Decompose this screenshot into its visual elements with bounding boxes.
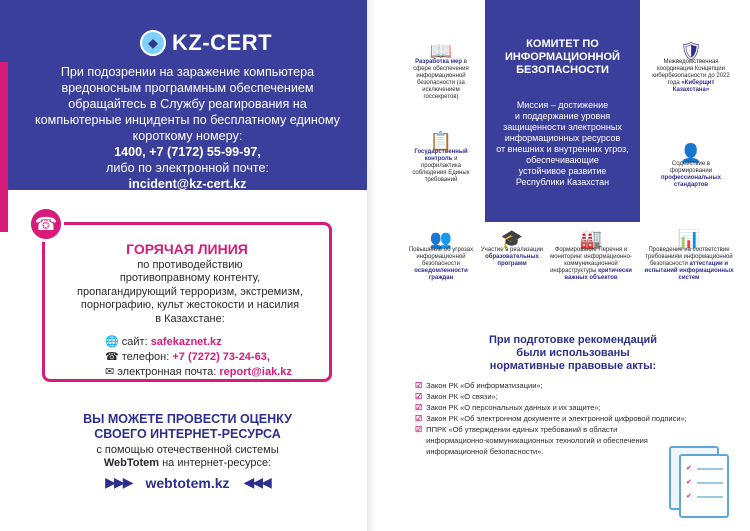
acts-title-line: При подготовке рекомендаций	[489, 334, 657, 346]
card-cybershield	[652, 41, 730, 94]
shield-badge-icon: 🛡	[679, 41, 703, 61]
card-education	[479, 229, 545, 268]
card-bold: Разработка мер	[415, 59, 463, 65]
card-bold: осведомленности граждан	[414, 268, 468, 281]
assess-desc-line: с помощью отечественной системы	[96, 444, 279, 456]
hotline-desc-line: противоправному контенту,	[119, 272, 261, 285]
globe-icon: 🌐	[105, 336, 119, 348]
report-line: обращайтесь в Службу реагирования на	[68, 97, 307, 111]
book-icon: 📖	[429, 41, 453, 61]
email-label: электронная почта:	[117, 366, 217, 378]
acts-title	[463, 334, 683, 373]
kz-cert-logo	[140, 30, 272, 56]
check-icon: ✔	[686, 465, 692, 472]
card-text: в сфере обеспечения информационной безопасности (за исключением госсекретов)	[413, 59, 469, 100]
hotline-contacts	[105, 335, 292, 380]
checkbox-icon: ☑	[415, 425, 423, 434]
report-text	[20, 64, 355, 192]
site-link[interactable]: safekaznet.kz	[150, 336, 222, 348]
act-text: Закон РК «Об электронном документе и электронной цифровой подписи»;	[426, 414, 687, 423]
list-item	[415, 402, 715, 413]
committee-title-line: КОМИТЕТ ПО	[526, 38, 599, 50]
card-bold: Государственный контроль	[414, 149, 468, 162]
mission-line: устойчивое развитие	[518, 166, 607, 176]
list-item	[415, 391, 715, 402]
check-icon: ✔	[686, 479, 692, 486]
card-text: и профилактика соблюдения Единых требований	[412, 156, 470, 183]
mission-line: Республики Казахстан	[515, 177, 610, 187]
check-icon: ✔	[686, 493, 692, 500]
acts-title-line: нормативные правовые акты:	[489, 360, 657, 372]
report-email[interactable]: incident@kz-cert.kz	[128, 177, 247, 191]
committee-title	[485, 38, 640, 77]
mission-line: обеспечивающие	[526, 155, 599, 165]
card-awareness	[405, 229, 477, 282]
doc-line	[697, 482, 723, 484]
assess-title	[20, 412, 355, 442]
webtotem-link[interactable]: webtotem.kz	[145, 474, 230, 491]
report-line: короткому номеру:	[132, 129, 243, 143]
phone-icon: ☎	[105, 351, 119, 363]
email-link[interactable]: report@iak.kz	[219, 366, 292, 378]
mission-line: Миссия – достижение	[516, 100, 609, 110]
assess-desc-line	[20, 457, 355, 470]
mail-icon: ✉	[105, 366, 115, 378]
list-item	[415, 424, 675, 457]
mission-line: информационных ресурсов	[504, 133, 621, 143]
webtotem-row	[0, 474, 375, 491]
shield-icon: ◆	[140, 30, 166, 56]
card-text: Формирование Перечня и мониторинг информационно-коммуникационной инфраструктуры	[550, 247, 632, 274]
card-text: Содействие в формировании	[669, 161, 713, 174]
site-label: сайт:	[121, 336, 148, 348]
mission-line: и поддержание уровня	[514, 111, 611, 121]
act-text: Закон РК «Об информатизации»;	[426, 381, 543, 390]
card-measures	[410, 41, 472, 101]
assess-title-line: СВОЕГО ИНТЕРНЕТ-РЕСУРСА	[94, 427, 281, 441]
act-text: ППРК «Об утверждении единых требований в области информационно-коммуникационных технологий и обеспечения информационной безопасности».	[426, 425, 648, 456]
person-icon: 👤	[679, 143, 703, 163]
list-item	[415, 413, 715, 424]
card-bold: аттестации и испытаний информационных систем	[644, 261, 734, 281]
card-certification	[643, 229, 735, 282]
mission-text	[493, 100, 632, 188]
hotline-desc-line: пропагандирующий терроризм, экстремизм,	[77, 285, 303, 298]
hotline-desc-line: по противодействию	[137, 259, 243, 271]
act-text: Закон РК «О связи»;	[426, 392, 498, 401]
report-line: либо по электронной почте:	[105, 161, 270, 175]
acts-title-line: были использованы	[516, 347, 630, 359]
committee-title-line: БЕЗОПАСНОСТИ	[516, 64, 609, 76]
assess-desc-tail: на интернет-ресурсе:	[162, 457, 272, 469]
card-bold: профессиональных стандартов	[661, 175, 721, 188]
hotline-title: ГОРЯЧАЯ ЛИНИЯ	[126, 241, 248, 257]
card-bold: образовательных программ	[485, 254, 539, 267]
card-control	[410, 131, 472, 184]
arrow-right-icon: ▶▶▶	[105, 474, 132, 490]
phone-row	[105, 350, 292, 365]
card-text: Участие в реализации	[480, 247, 544, 253]
mission-line: защищенности электронных	[503, 122, 622, 132]
hotline-box	[42, 222, 332, 382]
report-phone: 1400, +7 (7172) 55-99-97,	[114, 145, 261, 159]
doc-line	[697, 468, 723, 470]
checklist-document-icon	[679, 454, 729, 518]
mission-line: от внешних и внутренних угроз,	[496, 144, 629, 154]
phone-label: телефон:	[121, 351, 170, 363]
committee-title-line: ИНФОРМАЦИОННОЙ	[505, 51, 620, 63]
checkbox-icon: ☑	[415, 392, 423, 401]
assess-description	[20, 444, 355, 470]
logo-text: KZ-CERT	[172, 30, 273, 55]
act-text: Закон РК «О персональных данных и их защите»;	[426, 403, 601, 412]
list-item	[415, 380, 715, 391]
report-line: вредоносным программным обеспечением	[61, 81, 314, 95]
card-bold: критически важных объектов	[564, 268, 632, 281]
clipboard-icon: 📋	[429, 131, 453, 151]
report-line: компьютерные инциденты по бесплатному единому	[35, 113, 340, 127]
phone-number[interactable]: +7 (7272) 73-24-63,	[172, 351, 270, 363]
checkbox-icon: ☑	[415, 381, 423, 390]
arrow-left-icon: ◀◀◀	[243, 474, 270, 490]
checkbox-icon: ☑	[415, 403, 423, 412]
accent-strip	[0, 62, 8, 232]
monitor-chart-icon: 📊	[677, 229, 701, 249]
factory-icon: 🏭	[579, 229, 603, 249]
card-critical-objects	[543, 229, 639, 282]
card-text: Повышение об угрозах информационной безопасности	[408, 247, 474, 267]
report-line: При подозрении на заражение компьютера	[60, 65, 315, 79]
card-bold: «Киберщит Казахстана»	[672, 80, 715, 93]
hotline-desc-line: порнографию, культ жестокости и насилия	[80, 299, 300, 312]
card-text: Проведение на соответствие требованиям информационной безопасности	[645, 247, 733, 267]
people-cycle-icon: 👥	[429, 229, 453, 249]
right-page	[375, 0, 750, 531]
doc-line	[697, 496, 723, 498]
hotline-description	[55, 259, 325, 326]
hotline-desc-line: в Казахстане:	[155, 312, 225, 325]
assess-title-line: ВЫ МОЖЕТЕ ПРОВЕСТИ ОЦЕНКУ	[83, 412, 292, 426]
email-row	[105, 365, 292, 380]
webtotem-name: WebTotem	[103, 457, 160, 469]
hotline-phone-icon: ☎	[28, 206, 64, 242]
graduate-icon: 🎓	[500, 229, 524, 249]
checkbox-icon: ☑	[415, 414, 423, 423]
card-standards	[655, 143, 727, 189]
committee-panel	[485, 0, 640, 222]
site-row	[105, 335, 292, 350]
card-text: Межведомственная координация Концепции кибербезопасности до 2022 года	[652, 59, 730, 86]
